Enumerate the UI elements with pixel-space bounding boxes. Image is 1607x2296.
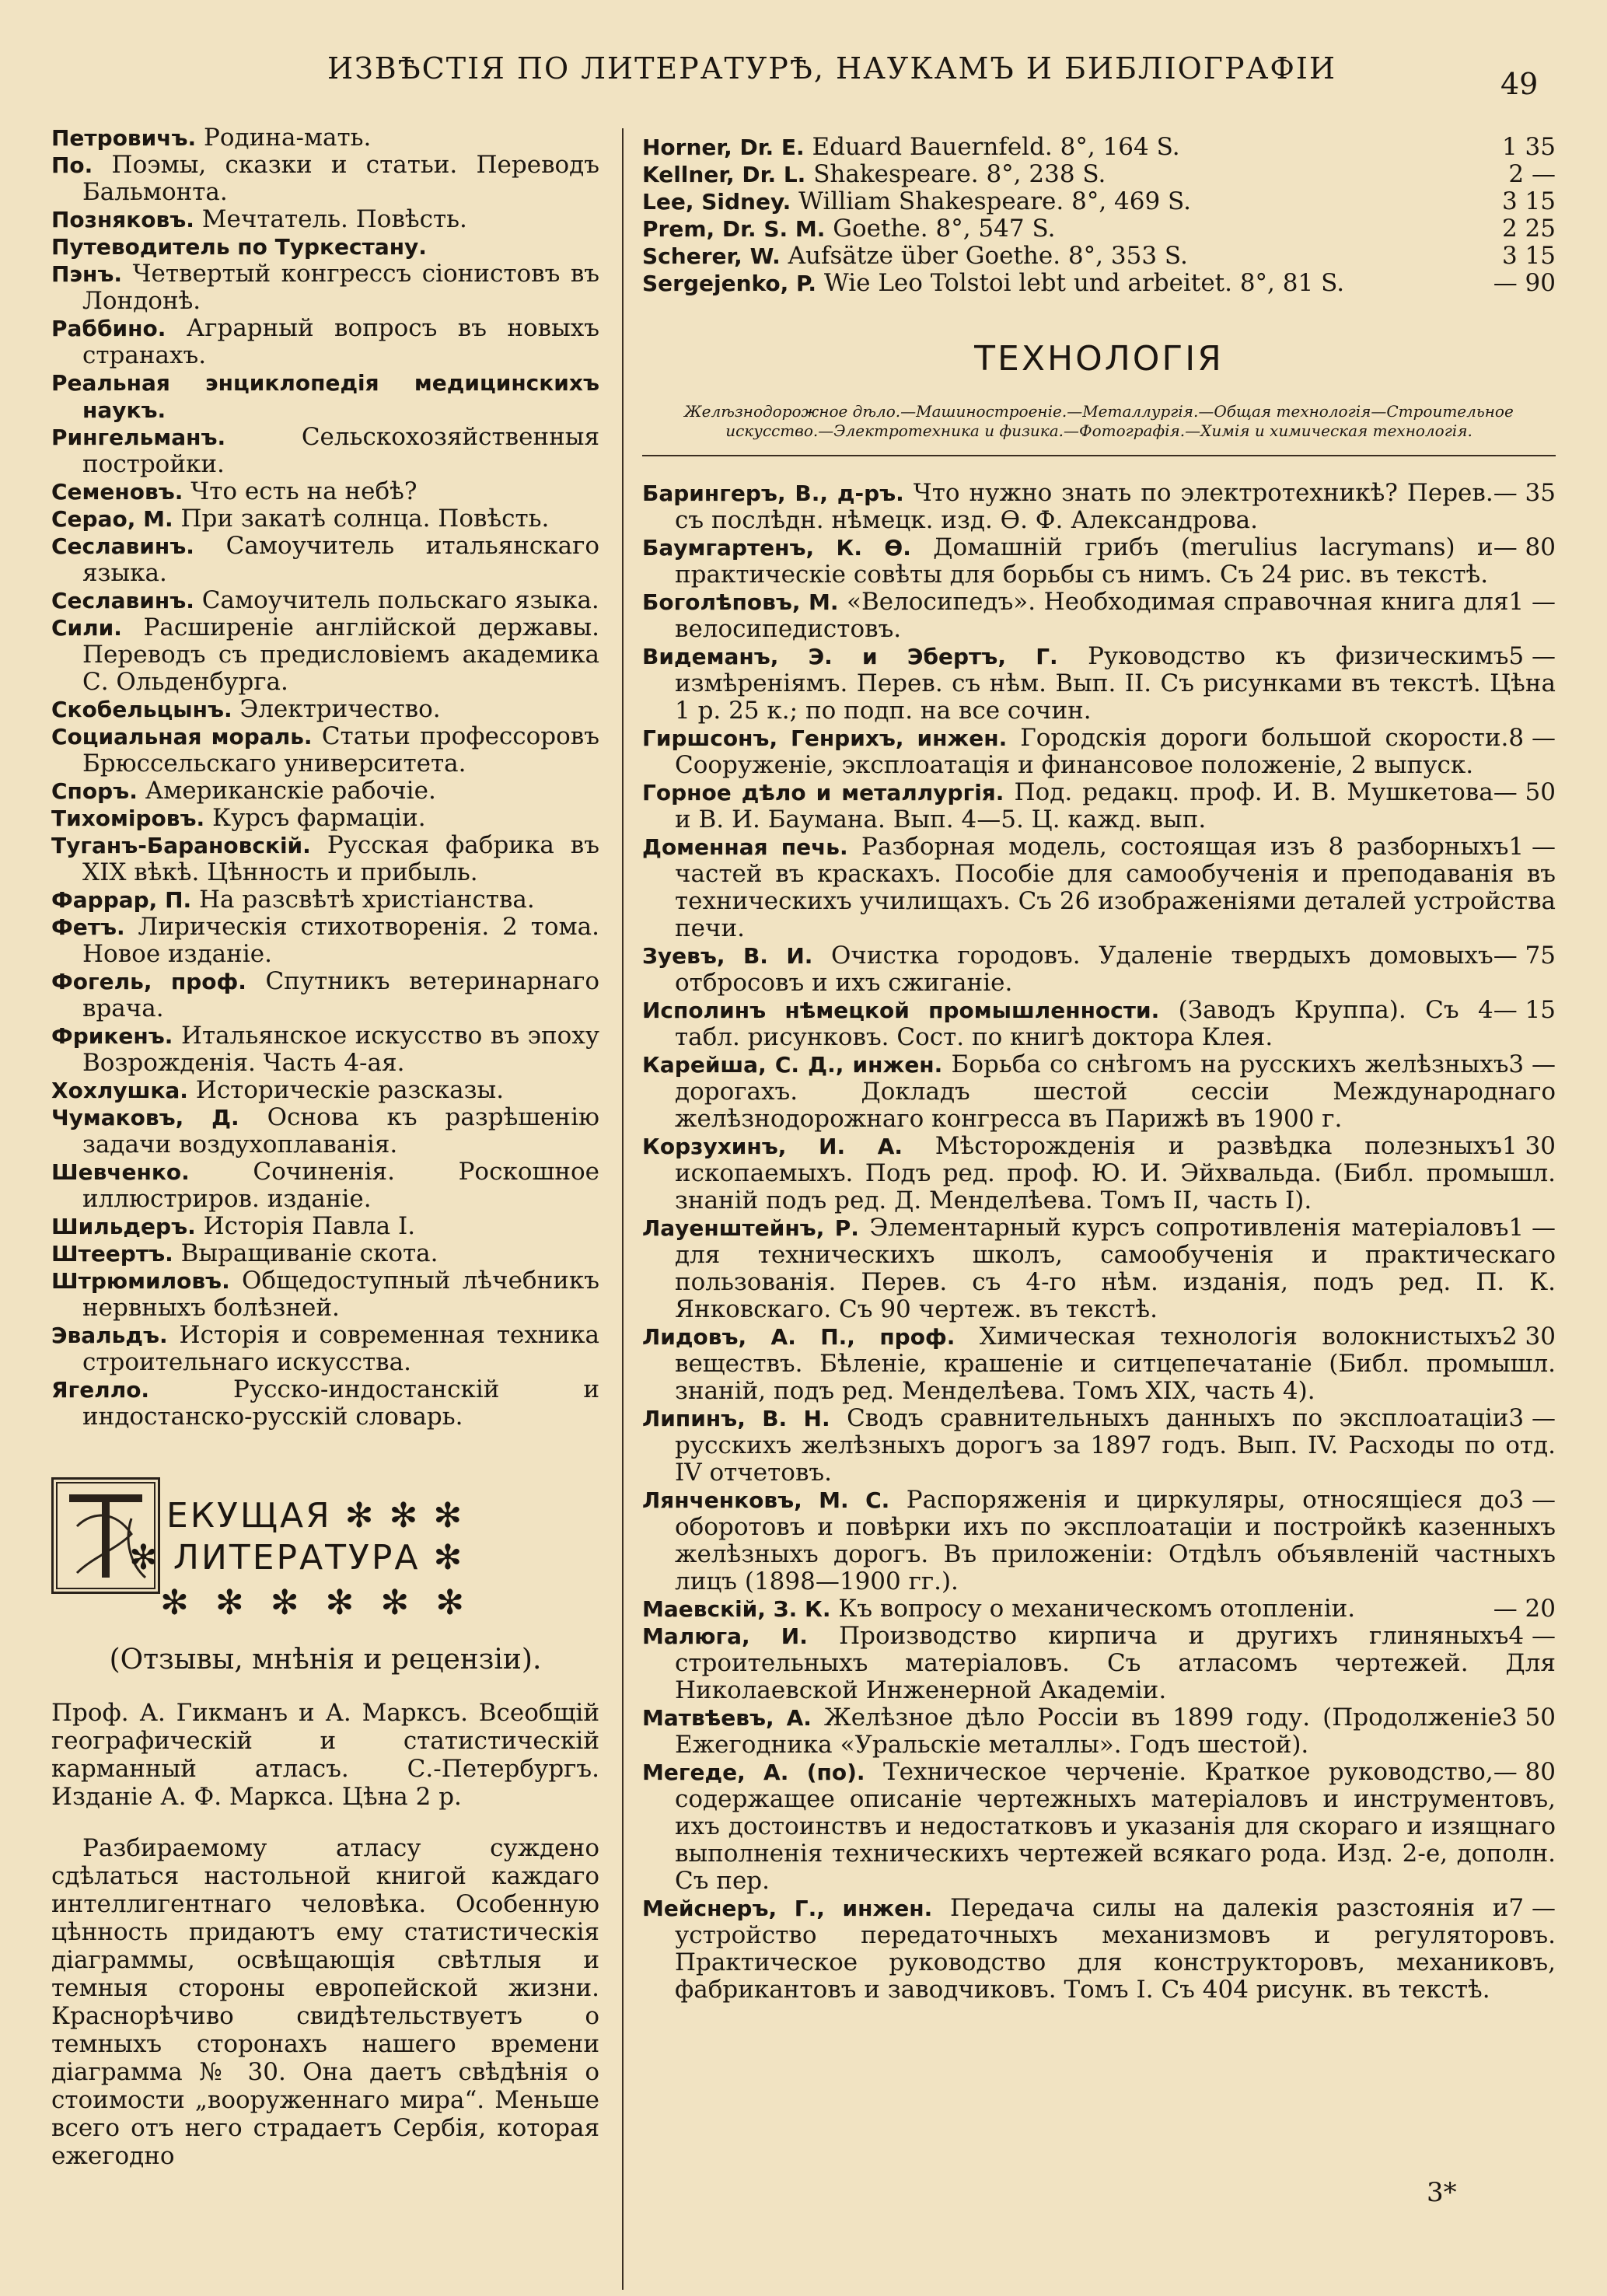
signature-mark: 3*: [1427, 2177, 1457, 2208]
list-item: [642, 1323, 1556, 1405]
list-item: [51, 1376, 599, 1431]
price: — 90: [1493, 269, 1556, 297]
list-item: [51, 723, 599, 778]
list-item: [51, 778, 599, 805]
review-body: Разбираемому атласу суждено сдѣлаться настольной книгой каждаго интеллигентнаго человѣка. Особенную цѣнность придаютъ ему статистическія діаграммы, освѣщающія свѣтлыя и темныя стороны европейской жизни. Краснорѣчиво свидѣтельствуетъ о темныхъ сторонахъ нашего времени діаграмма № 30. Она даетъ свѣдѣнія о стоимости „вооруженнаго мира“. Меньше всего отъ него страдаетъ Сербія, которая ежегодно: [51, 1834, 599, 2170]
entry-title: Eduard Bauernfeld. 8°, 164 S.: [812, 133, 1180, 161]
entry-author: Kellner, Dr. L.: [642, 162, 806, 187]
entry-title: Родина-мать.: [204, 124, 372, 152]
current-lit-line3: ✻ ✻ ✻ ✻ ✻ ✻: [160, 1583, 473, 1623]
list-item: [642, 1051, 1556, 1133]
list-item: [642, 1895, 1556, 2004]
list-item: [51, 260, 599, 315]
entry-author: Гиршсонъ, Генрихъ, инжен.: [642, 725, 1008, 751]
list-item: [642, 534, 1556, 589]
entry-author: Сили.: [51, 615, 122, 641]
entry-title: Желѣзное дѣло Россіи въ 1899 году. (Продолженіе Ежегодника «Уральскіе металлы». Годъ шестой).: [675, 1704, 1502, 1759]
running-title: ИЗВѢСТІЯ ПО ЛИТЕРАТУРѢ, НАУКАМЪ И БИБЛІОГРАФІИ: [327, 51, 1337, 86]
entry-author: Раббино.: [51, 316, 166, 341]
entry-title: Сводъ сравнительныхъ данныхъ по эксплоатаціи русскихъ желѣзныхъ дорогъ за 1897 годъ. Вып. IV. Расходы по отд. IV отчетовъ.: [675, 1404, 1556, 1487]
entry-author: Хохлушка.: [51, 1078, 188, 1103]
entry-title: Общедоступный лѣчебникъ нервныхъ болѣзней.: [82, 1267, 600, 1322]
list-item: [51, 369, 599, 424]
list-item: [642, 1595, 1556, 1623]
entry-author: Путеводитель по Туркестану.: [51, 234, 427, 260]
list-item: [642, 1704, 1556, 1759]
list-item: [51, 124, 599, 152]
price: 1 35: [1501, 133, 1556, 161]
list-item: [642, 243, 1556, 270]
list-item: [51, 1022, 599, 1077]
entry-author: Серао, М.: [51, 506, 173, 532]
entry-author: Барингеръ, В., д-ръ.: [642, 481, 904, 506]
entry-title: Лирическія стихотворенія. 2 тома. Новое изданіе.: [82, 913, 599, 968]
list-item: [51, 1158, 599, 1213]
entry-author: Horner, Dr. E.: [642, 135, 805, 160]
entry-title: Спутникъ ветеринарнаго врача.: [82, 967, 599, 1022]
entry-author: Мегеде, А. (по).: [642, 1760, 865, 1785]
entry-author: Lee, Sidney.: [642, 189, 791, 215]
list-item: [642, 270, 1556, 297]
list-item: [642, 161, 1556, 188]
list-item: [51, 424, 599, 478]
list-item: [51, 1322, 599, 1376]
entry-author: Штрюмиловъ.: [51, 1268, 230, 1294]
right-column: [642, 134, 1556, 2004]
list-item: [642, 1133, 1556, 1214]
list-item: [642, 480, 1556, 534]
price: 1 30: [1501, 1132, 1556, 1160]
page-header: [0, 0, 1607, 101]
price: — 35: [1493, 479, 1556, 507]
entry-title: Химическая технологія волокнистыхъ веществъ. Бѣленіе, крашеніе и ситцепечатаніе (Библ. промышл. знаній, подъ ред. Менделѣева. Томъ XIX, часть 4).: [675, 1323, 1556, 1405]
entry-title: Исторія и современная техника строительнаго искусства.: [82, 1321, 599, 1376]
column-divider: [622, 128, 624, 2290]
price: — 50: [1493, 778, 1556, 806]
entry-author: Сеславинъ.: [51, 533, 194, 559]
entry-title: Сочиненія. Роскошное иллюстриров. изданіе.: [82, 1158, 599, 1213]
entry-title: Русско-индостанскій и индостанско-русскій словарь.: [82, 1375, 599, 1431]
entry-author: Семеновъ.: [51, 479, 183, 505]
entry-author: Чумаковъ, Д.: [51, 1105, 239, 1131]
price: 3 50: [1501, 1704, 1556, 1732]
right-entry-list: [642, 134, 1556, 297]
entry-author: Сеславинъ.: [51, 588, 194, 613]
entry-author: Споръ.: [51, 778, 138, 804]
entry-author: Липинъ, В. Н.: [642, 1406, 830, 1431]
entry-title: Расширеніе англійской державы. Переводъ съ предисловіемъ академика С. Ольденбурга.: [82, 613, 599, 696]
entry-title: Электричество.: [239, 695, 441, 723]
entry-title: Основа къ разрѣшенію задачи воздухоплаванія.: [82, 1103, 600, 1158]
entry-author: Туганъ-Барановскій.: [51, 833, 311, 858]
entry-author: Маевскій, З. К.: [642, 1596, 831, 1622]
list-item: [642, 1623, 1556, 1704]
list-item: [642, 942, 1556, 997]
list-item: [642, 833, 1556, 942]
price: 3 —: [1508, 1404, 1556, 1432]
technology-entry-list: [642, 480, 1556, 2004]
list-item: [642, 779, 1556, 833]
entry-author: Лауенштейнъ, Р.: [642, 1215, 859, 1241]
entry-title: Городскія дороги большой скорости. Сооруженіе, эксплоатація и финансовое положеніе, 2 выпуск.: [675, 724, 1509, 779]
entry-author: Малюга, И.: [642, 1623, 808, 1649]
price: 1 —: [1508, 833, 1556, 861]
list-item: [51, 478, 599, 505]
list-item: [642, 188, 1556, 215]
page-number: 49: [1500, 67, 1539, 101]
review-heading: Проф. А. Гикманъ и А. Марксъ. Всеобщій географическій и статистическій карманный атласъ. С.-Петербургъ. Изданіе А. Ф. Маркса. Цѣна 2 р.: [51, 1699, 599, 1811]
entry-title: Goethe. 8°, 547 S.: [833, 215, 1056, 243]
list-item: [51, 1213, 599, 1240]
entry-author: Штеертъ.: [51, 1241, 173, 1267]
entry-author: Фрикенъ.: [51, 1023, 173, 1049]
price: 2 25: [1501, 215, 1556, 243]
entry-title: Сельскохозяйственныя постройки.: [82, 423, 599, 478]
list-item: [642, 1405, 1556, 1487]
entry-author: Пэнъ.: [51, 261, 123, 287]
left-column: [51, 124, 599, 2170]
entry-title: William Shakespeare. 8°, 469 S.: [798, 187, 1192, 215]
entry-author: Боголѣповъ, М.: [642, 589, 839, 615]
list-item: [642, 215, 1556, 243]
entry-title: На разсвѣтѣ христіанства.: [199, 886, 535, 914]
entry-title: Передача силы на далекія разстоянія и устройство передаточныхъ механизмовъ и регуляторовъ. Практическое руководство для конструкторовъ, механиковъ, фабрикантовъ и заводчиковъ. Томъ I. Съ 404 рисунк. въ текстѣ.: [675, 1894, 1556, 2004]
price: — 80: [1493, 533, 1556, 561]
entry-author: Лянченковъ, М. С.: [642, 1487, 890, 1513]
entry-title: Выращиваніе скота.: [180, 1239, 438, 1267]
list-item: [642, 997, 1556, 1051]
entry-author: Матвѣевъ, А.: [642, 1705, 812, 1731]
entry-title: Историческіе разсказы.: [195, 1076, 505, 1104]
entry-title: Что нужно знать по электротехникѣ? Перев. съ послѣдн. нѣмецк. изд. Ѳ. Ф. Александрова.: [675, 479, 1493, 534]
price: 2 —: [1508, 160, 1556, 188]
current-lit-line1: ЕКУЩАЯ ✻ ✻ ✻: [166, 1496, 465, 1536]
list-item: [51, 587, 599, 614]
entry-author: Видеманъ, Э. и Эбертъ, Г.: [642, 644, 1058, 669]
price: 5 —: [1508, 642, 1556, 670]
entry-author: Sergejenko, P.: [642, 271, 817, 296]
entry-title: Под. редакц. проф. И. В. Мушкетова и В. И. Баумана. Вып. 4—5. Ц. кажд. вып.: [675, 778, 1493, 833]
entry-title: Производство кирпича и другихъ глиняныхъ строительныхъ матеріаловъ. Съ атласомъ чертежей. Для Николаевской Инженерной Академіи.: [675, 1622, 1556, 1704]
entry-author: Скобельцынъ.: [51, 697, 232, 722]
entry-title: Самоучитель польскаго языка.: [201, 586, 599, 614]
entry-author: Социальная мораль.: [51, 724, 313, 750]
price: 1 —: [1508, 1214, 1556, 1242]
entry-title: Мѣсторожденія и развѣдка полезныхъ ископаемыхъ. Подъ ред. проф. Ю. И. Эйхвальда. (Библ. промышл. знаній подъ ред. Д. Менделѣева. Томъ II, часть I).: [675, 1132, 1556, 1214]
current-lit-line2: ✻ ЛИТЕРАТУРА ✻: [129, 1538, 465, 1578]
list-item: [51, 968, 599, 1022]
entry-author: Зуевъ, В. И.: [642, 943, 813, 969]
list-item: [51, 206, 599, 233]
entry-author: Карейша, С. Д., инжен.: [642, 1052, 943, 1078]
entry-author: Фогель, проф.: [51, 969, 246, 994]
entry-author: Позняковъ.: [51, 207, 194, 232]
list-item: [51, 614, 599, 696]
list-item: [51, 1267, 599, 1322]
list-item: [51, 1240, 599, 1267]
entry-author: Реальная энциклопедія медицинскихъ наукъ.: [51, 370, 599, 423]
entry-author: Шильдеръ.: [51, 1214, 196, 1239]
list-item: [642, 643, 1556, 725]
entry-author: Эвальдъ.: [51, 1323, 168, 1348]
list-item: [51, 886, 599, 914]
entry-title: Къ вопросу о механическомъ отопленіи.: [838, 1595, 1356, 1623]
entry-title: Четвертый конгрессъ сіонистовъ въ Лондонѣ.: [82, 260, 599, 315]
list-item: [642, 725, 1556, 779]
entry-title: Итальянское искусство въ эпоху Возрожденія. Часть 4-ая.: [82, 1022, 599, 1077]
price: 2 30: [1501, 1323, 1556, 1351]
entry-author: Доменная печь.: [642, 834, 848, 860]
price: 1 —: [1508, 588, 1556, 616]
price: — 20: [1493, 1595, 1556, 1623]
list-item: [51, 805, 599, 832]
price: 7 —: [1508, 1894, 1556, 1922]
entry-author: Лидовъ, А. П., проф.: [642, 1324, 955, 1350]
reviews-subtitle: (Отзывы, мнѣнія и рецензіи).: [109, 1644, 542, 1676]
entry-title: Домашній грибъ (merulius lacrymans) и практическіе совѣты для борьбы съ нимъ. Съ 24 рис. въ текстѣ.: [675, 533, 1493, 589]
entry-title: Что есть на небѣ?: [190, 477, 417, 505]
entry-title: Очистка городовъ. Удаленіе твердыхъ домовыхъ отбросовъ и ихъ сжиганіе.: [675, 942, 1493, 997]
entry-title: Элементарный курсъ сопротивленія матеріаловъ для техническихъ школъ, самообученія и практическаго пользованія. Перев. съ 4-го нѣм. изданія, подъ ред. П. К. Янковскаго. Съ 90 чертеж. въ текстѣ.: [675, 1214, 1556, 1323]
list-item: [51, 914, 599, 968]
technology-title: ТЕХНОЛОГІЯ: [974, 339, 1224, 379]
price: 8 —: [1508, 724, 1556, 752]
entry-author: Ягелло.: [51, 1377, 150, 1403]
entry-author: Горное дѣло и металлургія.: [642, 780, 1004, 806]
entry-author: Фаррар, П.: [51, 887, 192, 913]
entry-author: Баумгартенъ, К. Ѳ.: [642, 535, 911, 561]
list-item: [642, 589, 1556, 643]
list-item: [51, 696, 599, 723]
current-literature-heading: [51, 1477, 599, 1633]
entry-title: Aufsätze über Goethe. 8°, 353 S.: [788, 242, 1188, 270]
price: 3 —: [1508, 1486, 1556, 1514]
entry-title: Поэмы, сказки и статьи. Переводъ Бальмонта.: [82, 151, 599, 206]
list-item: [51, 233, 599, 260]
technology-subtitle: Желѣзнодорожное дѣло.—Машиностроеніе.—Металлургія.—Общая технологія—Строительное искусство.—Электротехника и физика.—Фотографія.—Химія и химическая технологія.: [684, 402, 1514, 440]
price: 3 15: [1501, 242, 1556, 270]
entry-title: Shakespeare. 8°, 238 S.: [813, 160, 1106, 188]
entry-author: Исполинъ нѣмецкой промышленности.: [642, 998, 1160, 1023]
entry-title: Американскіе рабочіе.: [145, 777, 436, 805]
entry-title: Аграрный вопросъ въ новыхъ странахъ.: [82, 314, 599, 369]
list-item: [642, 134, 1556, 161]
entry-author: Тихоміровъ.: [51, 806, 205, 831]
entry-author: Фетъ.: [51, 914, 125, 940]
list-item: [51, 505, 599, 533]
entry-title: Руководство къ физическимъ измѣреніямъ. Перев. съ нѣм. Вып. II. Съ рисунками въ текстѣ. Цѣна 1 р. 25 к.; по подп. на все сочин.: [675, 642, 1556, 725]
entry-author: По.: [51, 152, 93, 178]
entry-title: Техническое черченіе. Краткое руководство, содержащее описаніе чертежныхъ матеріаловъ и инструментовъ, ихъ достоинствъ и недостатковъ и указанія для скораго и изящнаго выполненія техническихъ чертежей всякаго рода. Изд. 2-е, дополн. Съ пер.: [675, 1758, 1556, 1895]
entry-author: Prem, Dr. S. M.: [642, 216, 826, 242]
entry-title: Курсъ фармаціи.: [212, 804, 426, 832]
entry-title: Русская фабрика въ XIX вѣкѣ. Цѣнность и прибыль.: [82, 831, 599, 886]
list-item: [642, 1759, 1556, 1895]
left-entry-list: [51, 124, 599, 1431]
list-item: [51, 1077, 599, 1104]
list-item: [642, 1487, 1556, 1595]
entry-title: «Велосипедъ». Необходимая справочная книга для велосипедистовъ.: [675, 588, 1509, 643]
entry-author: Шевченко.: [51, 1159, 190, 1185]
entry-author: Корзухинъ, И. А.: [642, 1134, 903, 1159]
price: 3 —: [1508, 1050, 1556, 1078]
price: — 15: [1493, 996, 1556, 1024]
entry-author: Scherer, W.: [642, 243, 781, 269]
entry-title: (Заводъ Круппа). Съ 4 табл. рисунковъ. Сост. по книгѣ доктора Клея.: [675, 996, 1493, 1051]
price: — 80: [1493, 1758, 1556, 1786]
entry-author: Мейснеръ, Г., инжен.: [642, 1896, 933, 1921]
entry-title: Wie Leo Tolstoi lebt und arbeitet. 8°, 81 S.: [823, 269, 1345, 297]
entry-title: При закатѣ солнца. Повѣсть.: [180, 505, 550, 533]
entry-title: Борьба со снѣгомъ на русскихъ желѣзныхъ дорогахъ. Докладъ шестой сессіи Международнаго желѣзнодорожнаго конгресса въ Парижѣ въ 1900 г.: [675, 1050, 1556, 1133]
section-divider: [642, 455, 1556, 456]
list-item: [51, 533, 599, 587]
entry-title: Статьи профессоровъ Брюссельскаго университета.: [82, 722, 599, 778]
price: 4 —: [1508, 1622, 1556, 1650]
list-item: [51, 152, 599, 206]
entry-title: Распоряженія и циркуляры, относящіеся до оборотовъ и повѣрки ихъ по эксплоатаціи и постройкѣ казенныхъ желѣзныхъ дорогъ. Въ приложеніи: Отдѣлъ объявленій частныхъ лицъ (1898—1900 гг.).: [675, 1486, 1556, 1595]
entry-author: Петровичъ.: [51, 125, 197, 151]
list-item: [642, 1214, 1556, 1323]
list-item: [51, 315, 599, 369]
entry-title: Мечтатель. Повѣсть.: [201, 205, 467, 233]
list-item: [51, 1104, 599, 1158]
price: 3 15: [1501, 187, 1556, 215]
entry-author: Рингельманъ.: [51, 425, 226, 450]
entry-title: Исторія Павла I.: [203, 1212, 416, 1240]
list-item: [51, 832, 599, 886]
entry-title: Разборная модель, состоящая изъ 8 разборныхъ частей въ краскахъ. Пособіе для самообученія и преподаванія въ техническихъ училищахъ. Съ 26 изображеніями деталей устройства печи.: [675, 833, 1556, 942]
entry-title: Самоучитель итальянскаго языка.: [82, 532, 600, 587]
price: — 75: [1493, 942, 1556, 970]
